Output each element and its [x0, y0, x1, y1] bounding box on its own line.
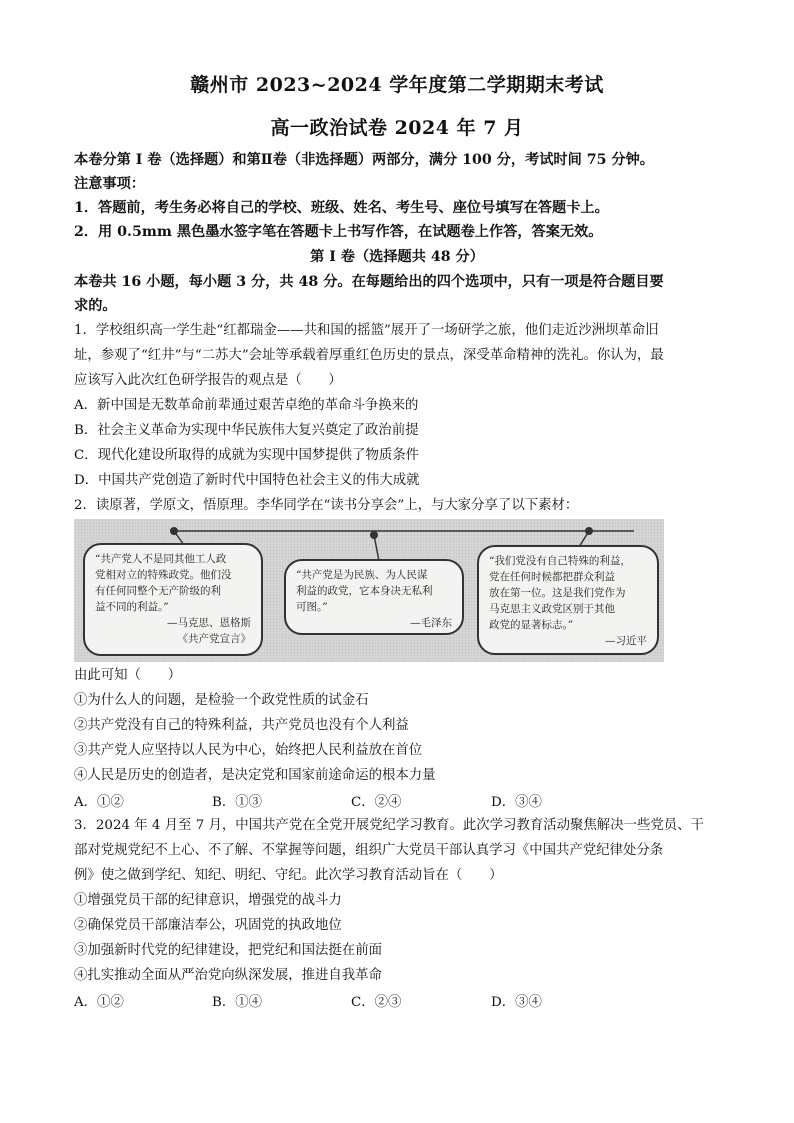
notice-label: 注意事项：	[74, 176, 145, 192]
q2-stem: 2．读原著，学原文，悟原理。李华同学在“读书分享会”上，与大家分享了以下素材：	[74, 498, 579, 513]
quote-figure	[74, 519, 664, 662]
quote-line: 党在任何时候都把群众利益	[489, 571, 615, 583]
q3-stem-line-1: 3．2024 年 4 月至 7 月，中国共产党在全党开展党纪学习教育。此次学习教育活动聚焦解决一些党员、干	[74, 818, 704, 833]
q3-statement-3: ③加强新时代党的纪律建设，把党纪和国法挺在前面	[74, 943, 382, 958]
quote-line: 利益的政党，它本身决无私利	[296, 585, 433, 597]
quote-line: “共产党人不是同其他工人政	[95, 553, 227, 565]
quote-bubble-marx-engels	[83, 543, 263, 656]
quote-line: 政党的显著标志。”	[489, 619, 574, 631]
q1-option-c: C．现代化建设所取得的成就为实现中国梦提供了物质条件	[74, 448, 420, 463]
q1-stem-line-1: 1．学校组织高一学生赴“红都瑞金——共和国的摇篮”展开了一场研学之旅，他们走近沙洲坝革命旧	[74, 323, 659, 338]
q2-choice-c: C．②④	[351, 795, 402, 810]
section-heading: 第 I 卷（选择题共 48 分）	[310, 249, 484, 265]
quote-bubble-mao	[284, 559, 464, 635]
intro-line: 本卷分第 I 卷（选择题）和第Ⅱ卷（非选择题）两部分，满分 100 分，考试时间 75 分钟。	[74, 152, 654, 168]
section-desc-line-2: 求的。	[74, 298, 117, 314]
section-desc-line-1: 本卷共 16 小题，每小题 3 分，共 48 分。在每题给出的四个选项中，只有一项是符合题目要	[74, 274, 664, 290]
quote-line: 益不同的利益。”	[95, 601, 169, 613]
q1-stem-line-2: 址，参观了“红井”与“二苏大”会址等承载着厚重红色历史的景点，深受革命精神的洗礼。你认为，最	[74, 348, 664, 363]
exam-subtitle: 高一政治试卷 2024 年 7 月	[270, 117, 524, 139]
quote-line: 党相对立的特殊政党。他们没	[95, 569, 232, 581]
quote-line: 有任何同整个无产阶级的利	[95, 585, 221, 597]
q2-statement-2: ②共产党没有自己的特殊利益，共产党员也没有个人利益	[74, 718, 409, 733]
q2-choice-d: D．③④	[491, 795, 542, 810]
q3-choice-c: C．②③	[351, 995, 402, 1010]
quote-source: —习近平	[605, 635, 647, 647]
quote-source-book: 《共产党宣言》	[177, 633, 251, 645]
quote-bubble-xi	[477, 545, 659, 655]
q2-statement-1: ①为什么人的问题，是检验一个政党性质的试金石	[74, 693, 369, 708]
q3-statement-4: ④扎实推动全面从严治党向纵深发展，推进自我革命	[74, 968, 382, 983]
q1-option-d: D．中国共产党创造了新时代中国特色社会主义的伟大成就	[74, 473, 420, 488]
q1-option-a: A．新中国是无数革命前辈通过艰苦卓绝的革命斗争换来的	[74, 398, 419, 413]
quote-source: —毛泽东	[410, 617, 452, 629]
q2-statement-3: ③共产党人应坚持以人民为中心，始终把人民利益放在首位	[74, 743, 423, 758]
quote-line: “共产党是为民族、为人民谋	[296, 569, 428, 581]
q3-choice-d: D．③④	[491, 995, 542, 1010]
quote-line: 马克思主义政党区别于其他	[489, 603, 615, 615]
q2-followup: 由此可知（ ）	[74, 668, 182, 683]
quote-line: 放在第一位。这是我们党作为	[489, 587, 626, 599]
q3-statement-1: ①增强党员干部的纪律意识，增强党的战斗力	[74, 893, 342, 908]
q2-choice-b: B．①③	[212, 795, 263, 810]
q3-stem-line-3: 例》使之做到学纪、知纪、明纪、守纪。此次学习教育活动旨在（ ）	[74, 868, 503, 883]
q2-statement-4: ④人民是历史的创造者，是决定党和国家前途命运的根本力量	[74, 768, 436, 783]
q2-choice-a: A．①②	[74, 795, 124, 810]
q3-choice-b: B．①④	[212, 995, 263, 1010]
quote-line: 可图。”	[296, 601, 328, 613]
notice-item-2: 2．用 0.5mm 黑色墨水签字笔在答题卡上书写作答，在试题卷上作答，答案无效。	[74, 224, 603, 240]
exam-title: 赣州市 2023~2024 学年度第二学期期末考试	[190, 74, 604, 96]
quote-line: “我们党没有自己特殊的利益，	[489, 555, 631, 567]
notice-item-1: 1．答题前，考生务必将自己的学校、班级、姓名、考生号、座位号填写在答题卡上。	[74, 200, 609, 216]
quote-source: —马克思、恩格斯	[167, 617, 251, 629]
q3-statement-2: ②确保党员干部廉洁奉公，巩固党的执政地位	[74, 918, 342, 933]
q3-choice-a: A．①②	[74, 995, 124, 1010]
q1-stem-line-3: 应该写入此次红色研学报告的观点是（ ）	[74, 373, 342, 388]
q3-stem-line-2: 部对党规党纪不上心、不了解、不掌握等问题，组织广大党员干部认真学习《中国共产党纪律处分条	[74, 843, 664, 858]
q1-option-b: B．社会主义革命为实现中华民族伟大复兴奠定了政治前提	[74, 423, 419, 438]
